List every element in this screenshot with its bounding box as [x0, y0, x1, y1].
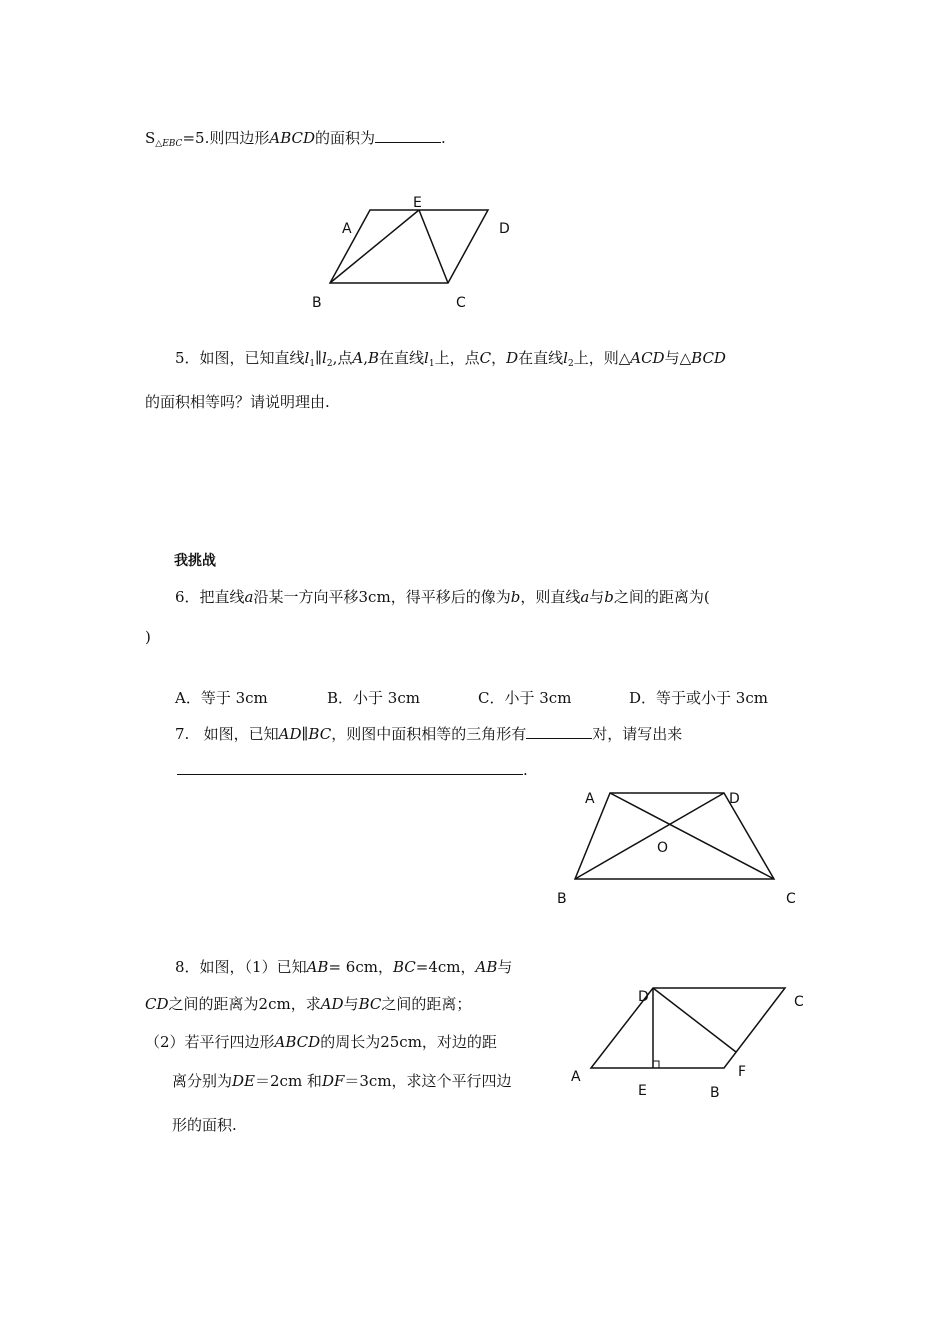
label-D-8: D: [638, 989, 649, 1005]
seg-AB-2: AB: [475, 958, 498, 976]
seg-AD: AD: [278, 725, 302, 743]
sub-1: 1: [309, 359, 316, 369]
figure-q8-parallelogram: [560, 975, 820, 1110]
q8-part2-c: 25cm，对边的距: [380, 1033, 497, 1051]
quad-ABCD: ABCD: [274, 1033, 321, 1051]
q6-close-paren: ): [145, 628, 151, 646]
label-C: C: [456, 295, 466, 311]
q8-text-h: 之间的距离；: [381, 995, 472, 1013]
q4-line: [145, 128, 446, 154]
q8-part3-b: ＝2cm 和: [255, 1072, 322, 1090]
q8-part3-c: ＝3cm，求这个平行四边: [344, 1072, 512, 1090]
figure-q7-trapezoid: [545, 780, 815, 910]
label-B-7: B: [557, 891, 567, 907]
label-D-7: D: [729, 791, 740, 807]
q8-part2-a: （2）若平行四边形: [145, 1033, 275, 1051]
q6-text-e: 与: [589, 588, 605, 606]
answer-blank[interactable]: [375, 128, 441, 143]
q6-distance: 3cm: [358, 588, 391, 606]
label-E-8: E: [638, 1083, 647, 1099]
q8-line-5: 形的面积.: [172, 1116, 237, 1134]
label-C-8: C: [794, 994, 804, 1010]
q8-text-d: 与: [497, 958, 513, 976]
q8-text-f: 2cm，求: [258, 995, 321, 1013]
parallel-symbol: ∥: [315, 349, 323, 367]
q8-line-2: [145, 994, 471, 1014]
q8-text-e: 之间的距离为: [168, 995, 259, 1013]
q7-text-a: 7. 如图，已知: [175, 725, 279, 743]
q4-text-2: 的面积为: [315, 129, 376, 147]
option-b[interactable]: B．小于 3cm: [327, 689, 420, 707]
q6-text-a: 6．把直线: [175, 588, 245, 606]
text-up2: 上，则△: [573, 349, 631, 367]
q6-text-c: ，得平移后的像为: [390, 588, 511, 606]
line-l1b: l: [424, 349, 429, 367]
seg-BC-8: BC: [392, 958, 416, 976]
pt-C: C: [479, 349, 492, 367]
tri-BCD: BCD: [691, 349, 726, 367]
seg-AD-8: AD: [320, 995, 344, 1013]
q6-text-d: ，则直线: [520, 588, 581, 606]
option-d[interactable]: D．等于或小于 3cm: [629, 689, 768, 707]
pt-A: A: [352, 349, 364, 367]
section-title: 我挑战: [174, 553, 216, 569]
label-B: B: [312, 295, 322, 311]
seg-DF: DF: [321, 1072, 345, 1090]
q8-line-4: [172, 1071, 512, 1091]
q5-text: 5．如图，已知直线: [175, 349, 305, 367]
option-a[interactable]: A．等于 3cm: [175, 689, 268, 707]
answer-blank-2[interactable]: [526, 724, 592, 739]
q7-line-1: [175, 724, 682, 744]
on-line: 在直线: [379, 349, 425, 367]
seg-BC-8b: BC: [358, 995, 382, 1013]
label-A: A: [342, 221, 352, 237]
area-value: =5.: [182, 129, 210, 147]
q6-text-f: 之间的距离为(: [613, 588, 710, 606]
q4-text: 则四边形: [209, 129, 270, 147]
line-l1: l: [304, 349, 310, 367]
sub-1b: 1: [428, 359, 435, 369]
point-word: 点: [337, 349, 353, 367]
label-A-7: A: [585, 791, 595, 807]
var-a: a: [244, 588, 254, 606]
line-l2: l: [322, 349, 327, 367]
on-line-2: 在直线: [518, 349, 564, 367]
q7-line-2: [177, 760, 528, 780]
seg-CD: CD: [145, 995, 169, 1013]
label-O-7: O: [657, 840, 669, 856]
and-word: 与△: [664, 349, 692, 367]
option-c[interactable]: C．小于 3cm: [478, 689, 572, 707]
seg-BC: BC: [308, 725, 332, 743]
comma: ,: [332, 349, 338, 367]
var-b-2: b: [604, 588, 614, 606]
tri-ACD: ACD: [630, 349, 665, 367]
q4-end: .: [441, 129, 446, 147]
seg-AB: AB: [306, 958, 329, 976]
q8-part3-a: 离分别为: [172, 1072, 233, 1090]
q7-text-b: ，则图中面积相等的三角形有: [331, 725, 527, 743]
q8-line-3: [145, 1032, 497, 1052]
label-D: D: [499, 221, 510, 237]
label-C-7: C: [786, 891, 796, 907]
var-a-2: a: [580, 588, 590, 606]
q8-part2-b: 的周长为: [320, 1033, 381, 1051]
pt-D: D: [506, 349, 519, 367]
figure-q4-parallelogram: [300, 190, 530, 320]
q8-text-c: =4cm，: [415, 958, 476, 976]
answer-blank-3[interactable]: [177, 760, 523, 775]
q8-text-a: 8．如图，（1）已知: [175, 958, 307, 976]
q8-text-g: 与: [343, 995, 359, 1013]
q7-end: .: [523, 761, 528, 779]
line-l2b: l: [563, 349, 568, 367]
area-symbol: S: [145, 129, 156, 147]
sub-2b: 2: [567, 359, 574, 369]
label-E: E: [413, 195, 422, 211]
label-F-8: F: [738, 1064, 747, 1080]
q8-text-b: = 6cm，: [328, 958, 393, 976]
q6-text-b: 沿某一方向平移: [253, 588, 359, 606]
area-subscript: △EBC: [155, 139, 183, 149]
seg-DE: DE: [232, 1072, 255, 1090]
label-B-8: B: [710, 1085, 720, 1101]
pt-B: B: [368, 349, 380, 367]
sub-2: 2: [326, 359, 333, 369]
q5-line-2: 的面积相等吗？请说明理由.: [145, 393, 330, 411]
q6-line-1: [175, 587, 710, 607]
label-A-8: A: [571, 1069, 581, 1085]
q8-line-1: [175, 957, 512, 977]
parallel-symbol-2: ∥: [301, 725, 309, 743]
var-b: b: [510, 588, 521, 606]
q4-quad-name: ABCD: [269, 129, 315, 147]
q5-line-1: [175, 348, 726, 374]
text-up1: 上，点: [434, 349, 480, 367]
comma-3: ，: [491, 349, 507, 367]
q7-text-c: 对，请写出来: [592, 725, 683, 743]
comma-2: ,: [363, 349, 368, 367]
